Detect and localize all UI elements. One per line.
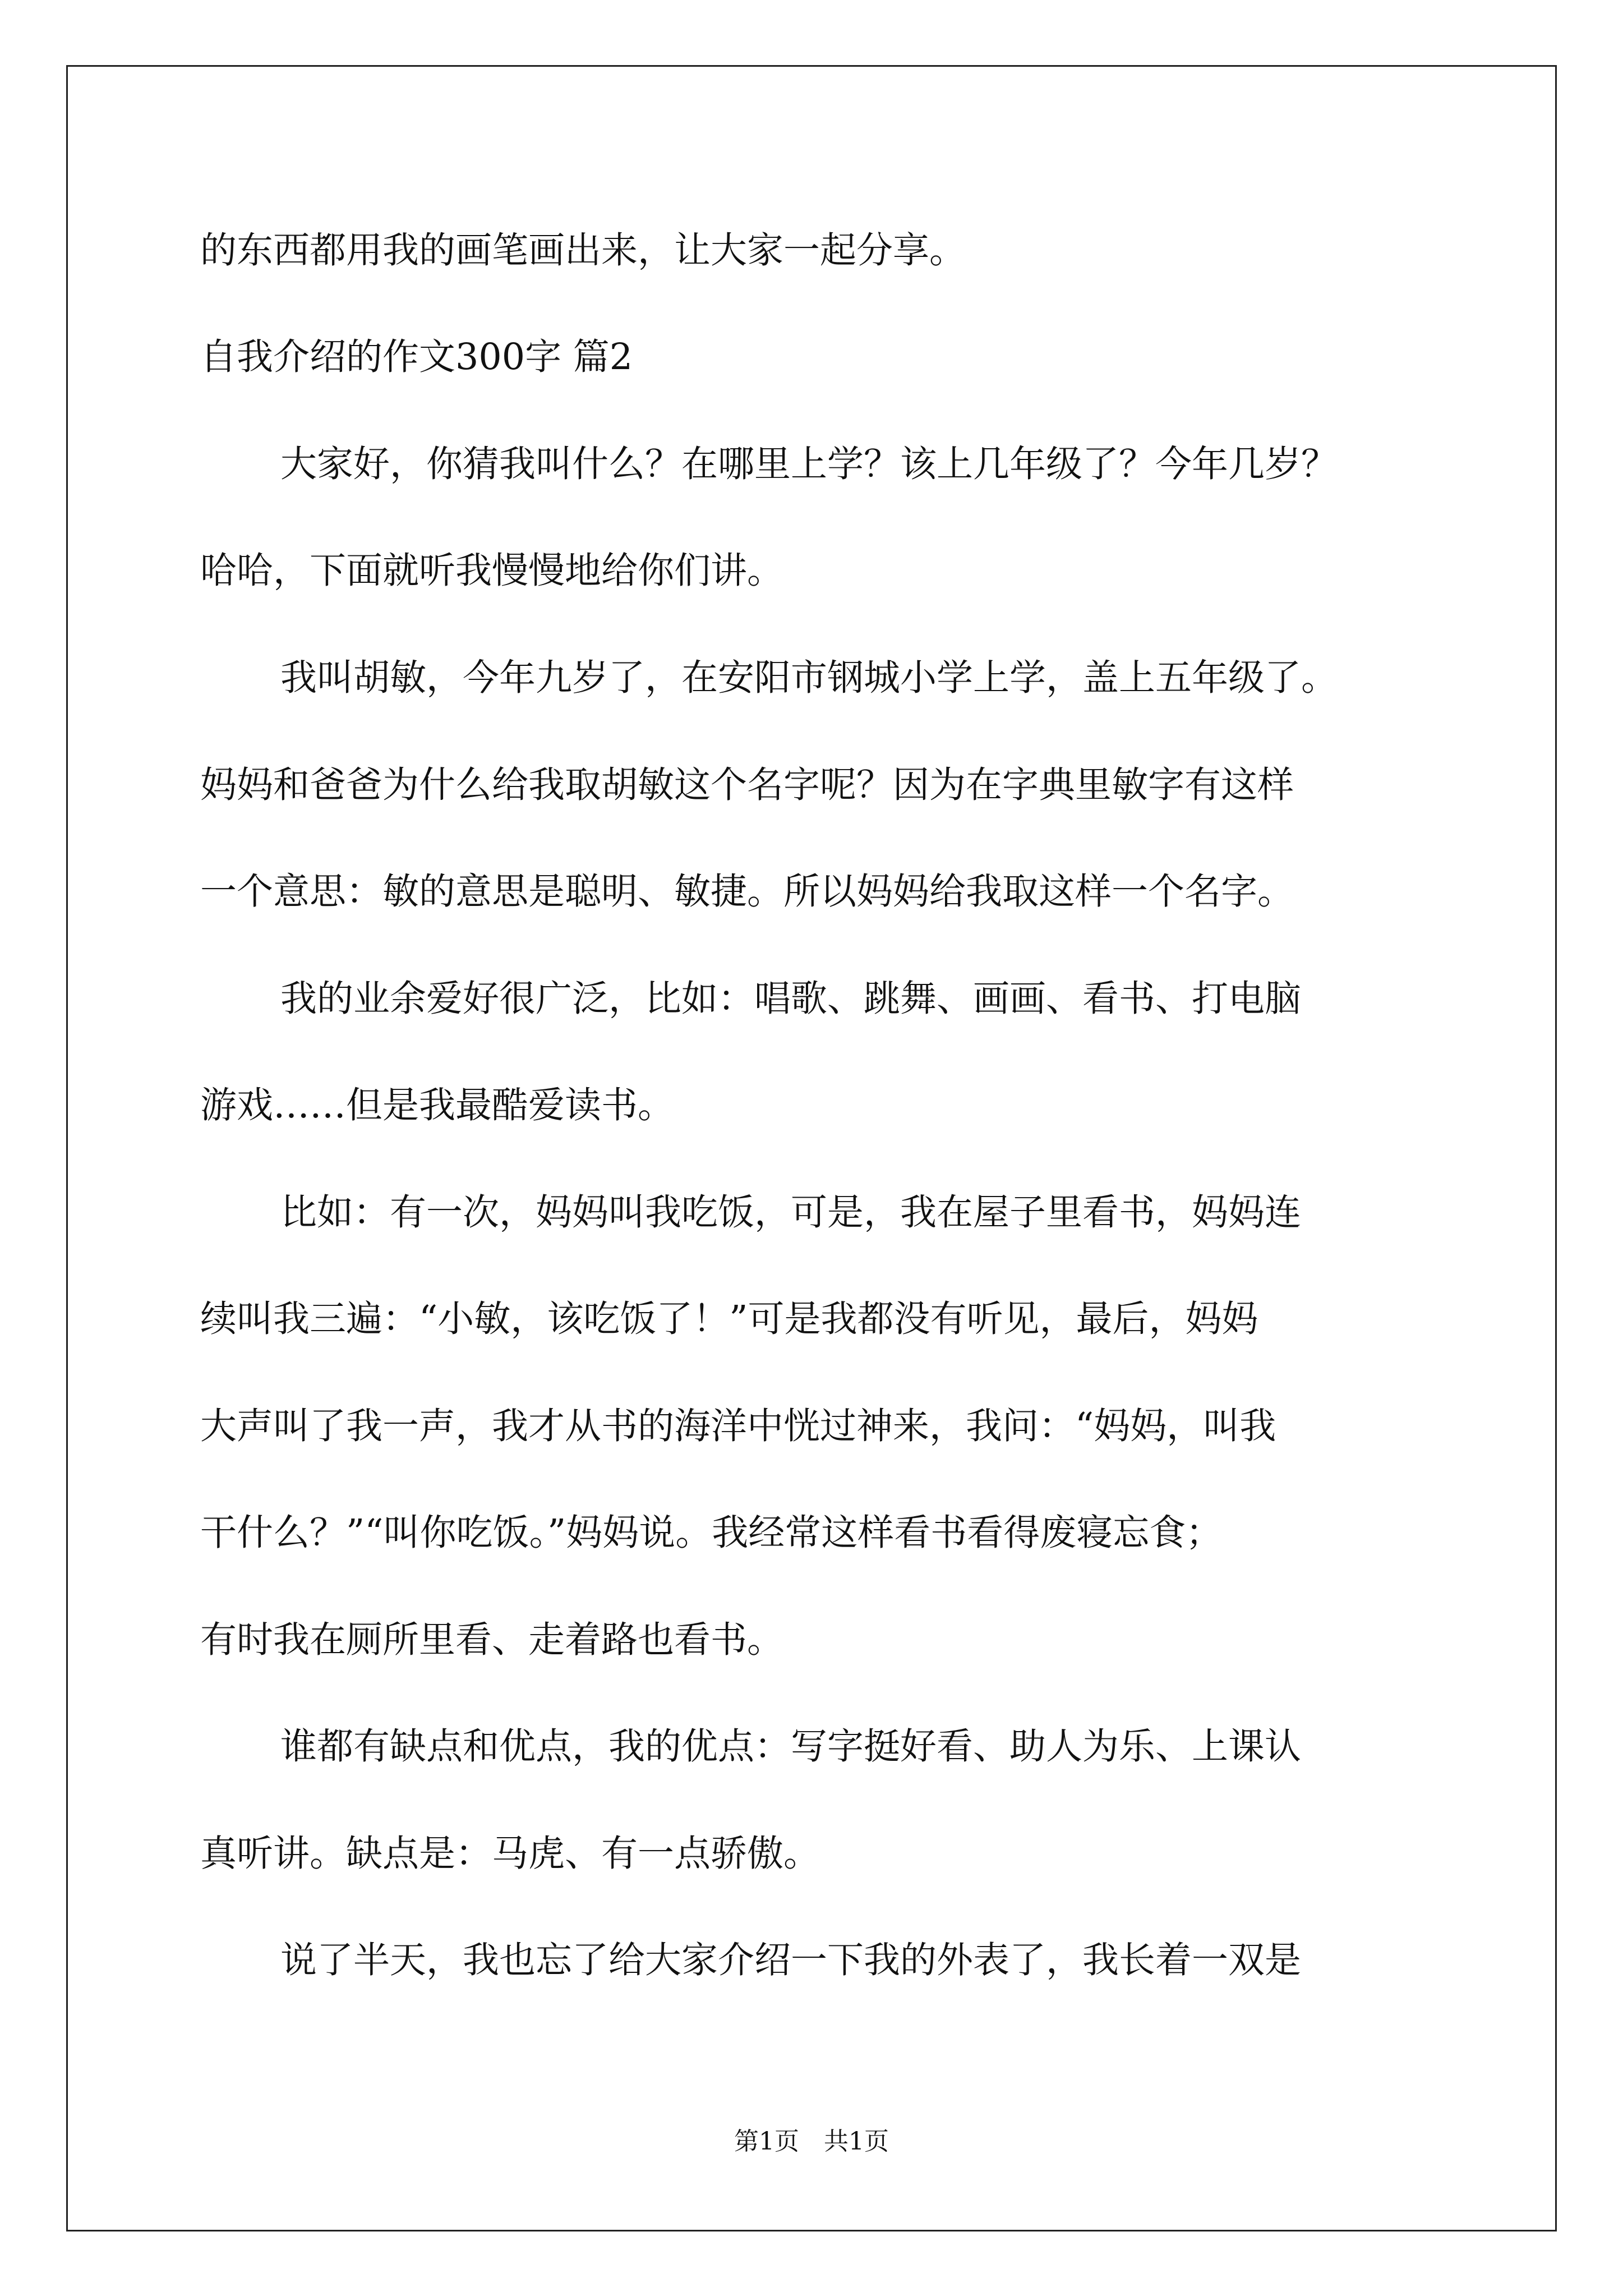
paragraph-first-line: 说了半天，我也忘了给大家介绍一下我的外表了，我长着一双是 bbox=[280, 1939, 1302, 1981]
paragraph-first-line: 谁都有缺点和优点，我的优点：写字挺好看、助人为乐、上课认 bbox=[280, 1726, 1302, 1768]
body-text-line: 妈妈和爸爸为什么给我取胡敏这个名字呢？因为在字典里敏字有这样 bbox=[200, 764, 1294, 806]
body-text-line: 哈哈，下面就听我慢慢地给你们讲。 bbox=[200, 550, 784, 592]
body-text-line: 的东西都用我的画笔画出来，让大家一起分享。 bbox=[200, 229, 966, 272]
paragraph-first-line: 我叫胡敏，今年九岁了，在安阳市钢城小学上学，盖上五年级了。 bbox=[280, 657, 1338, 699]
page-footer: 第1页 共1页 bbox=[734, 2127, 889, 2156]
body-text-line: 游戏……但是我最酷爱读书。 bbox=[200, 1084, 675, 1126]
body-text-line: 一个意思：敏的意思是聪明、敏捷。所以妈妈给我取这样一个名字。 bbox=[200, 871, 1294, 913]
paragraph-first-line: 我的业余爱好很广泛，比如：唱歌、跳舞、画画、看书、打电脑 bbox=[280, 978, 1302, 1020]
body-text-line: 干什么？”“叫你吃饭。”妈妈说。我经常这样看书看得废寝忘食； bbox=[200, 1512, 1223, 1554]
paragraph-first-line: 大家好，你猜我叫什么？在哪里上学？该上几年级了？今年几岁？ bbox=[280, 443, 1338, 485]
body-text-line: 续叫我三遍：“小敏，该吃饭了！”可是我都没有听见，最后，妈妈 bbox=[200, 1298, 1258, 1340]
paragraph-first-line: 比如：有一次，妈妈叫我吃饭，可是，我在屋子里看书，妈妈连 bbox=[280, 1191, 1302, 1234]
page-border bbox=[66, 65, 1557, 2231]
section-heading: 自我介绍的作文300字 篇2 bbox=[200, 336, 633, 378]
body-text-line: 有时我在厕所里看、走着路也看书。 bbox=[200, 1619, 784, 1661]
body-text-line: 真听讲。缺点是：马虎、有一点骄傲。 bbox=[200, 1833, 820, 1875]
body-text-line: 大声叫了我一声，我才从书的海洋中恍过神来，我问：“妈妈，叫我 bbox=[200, 1405, 1276, 1447]
